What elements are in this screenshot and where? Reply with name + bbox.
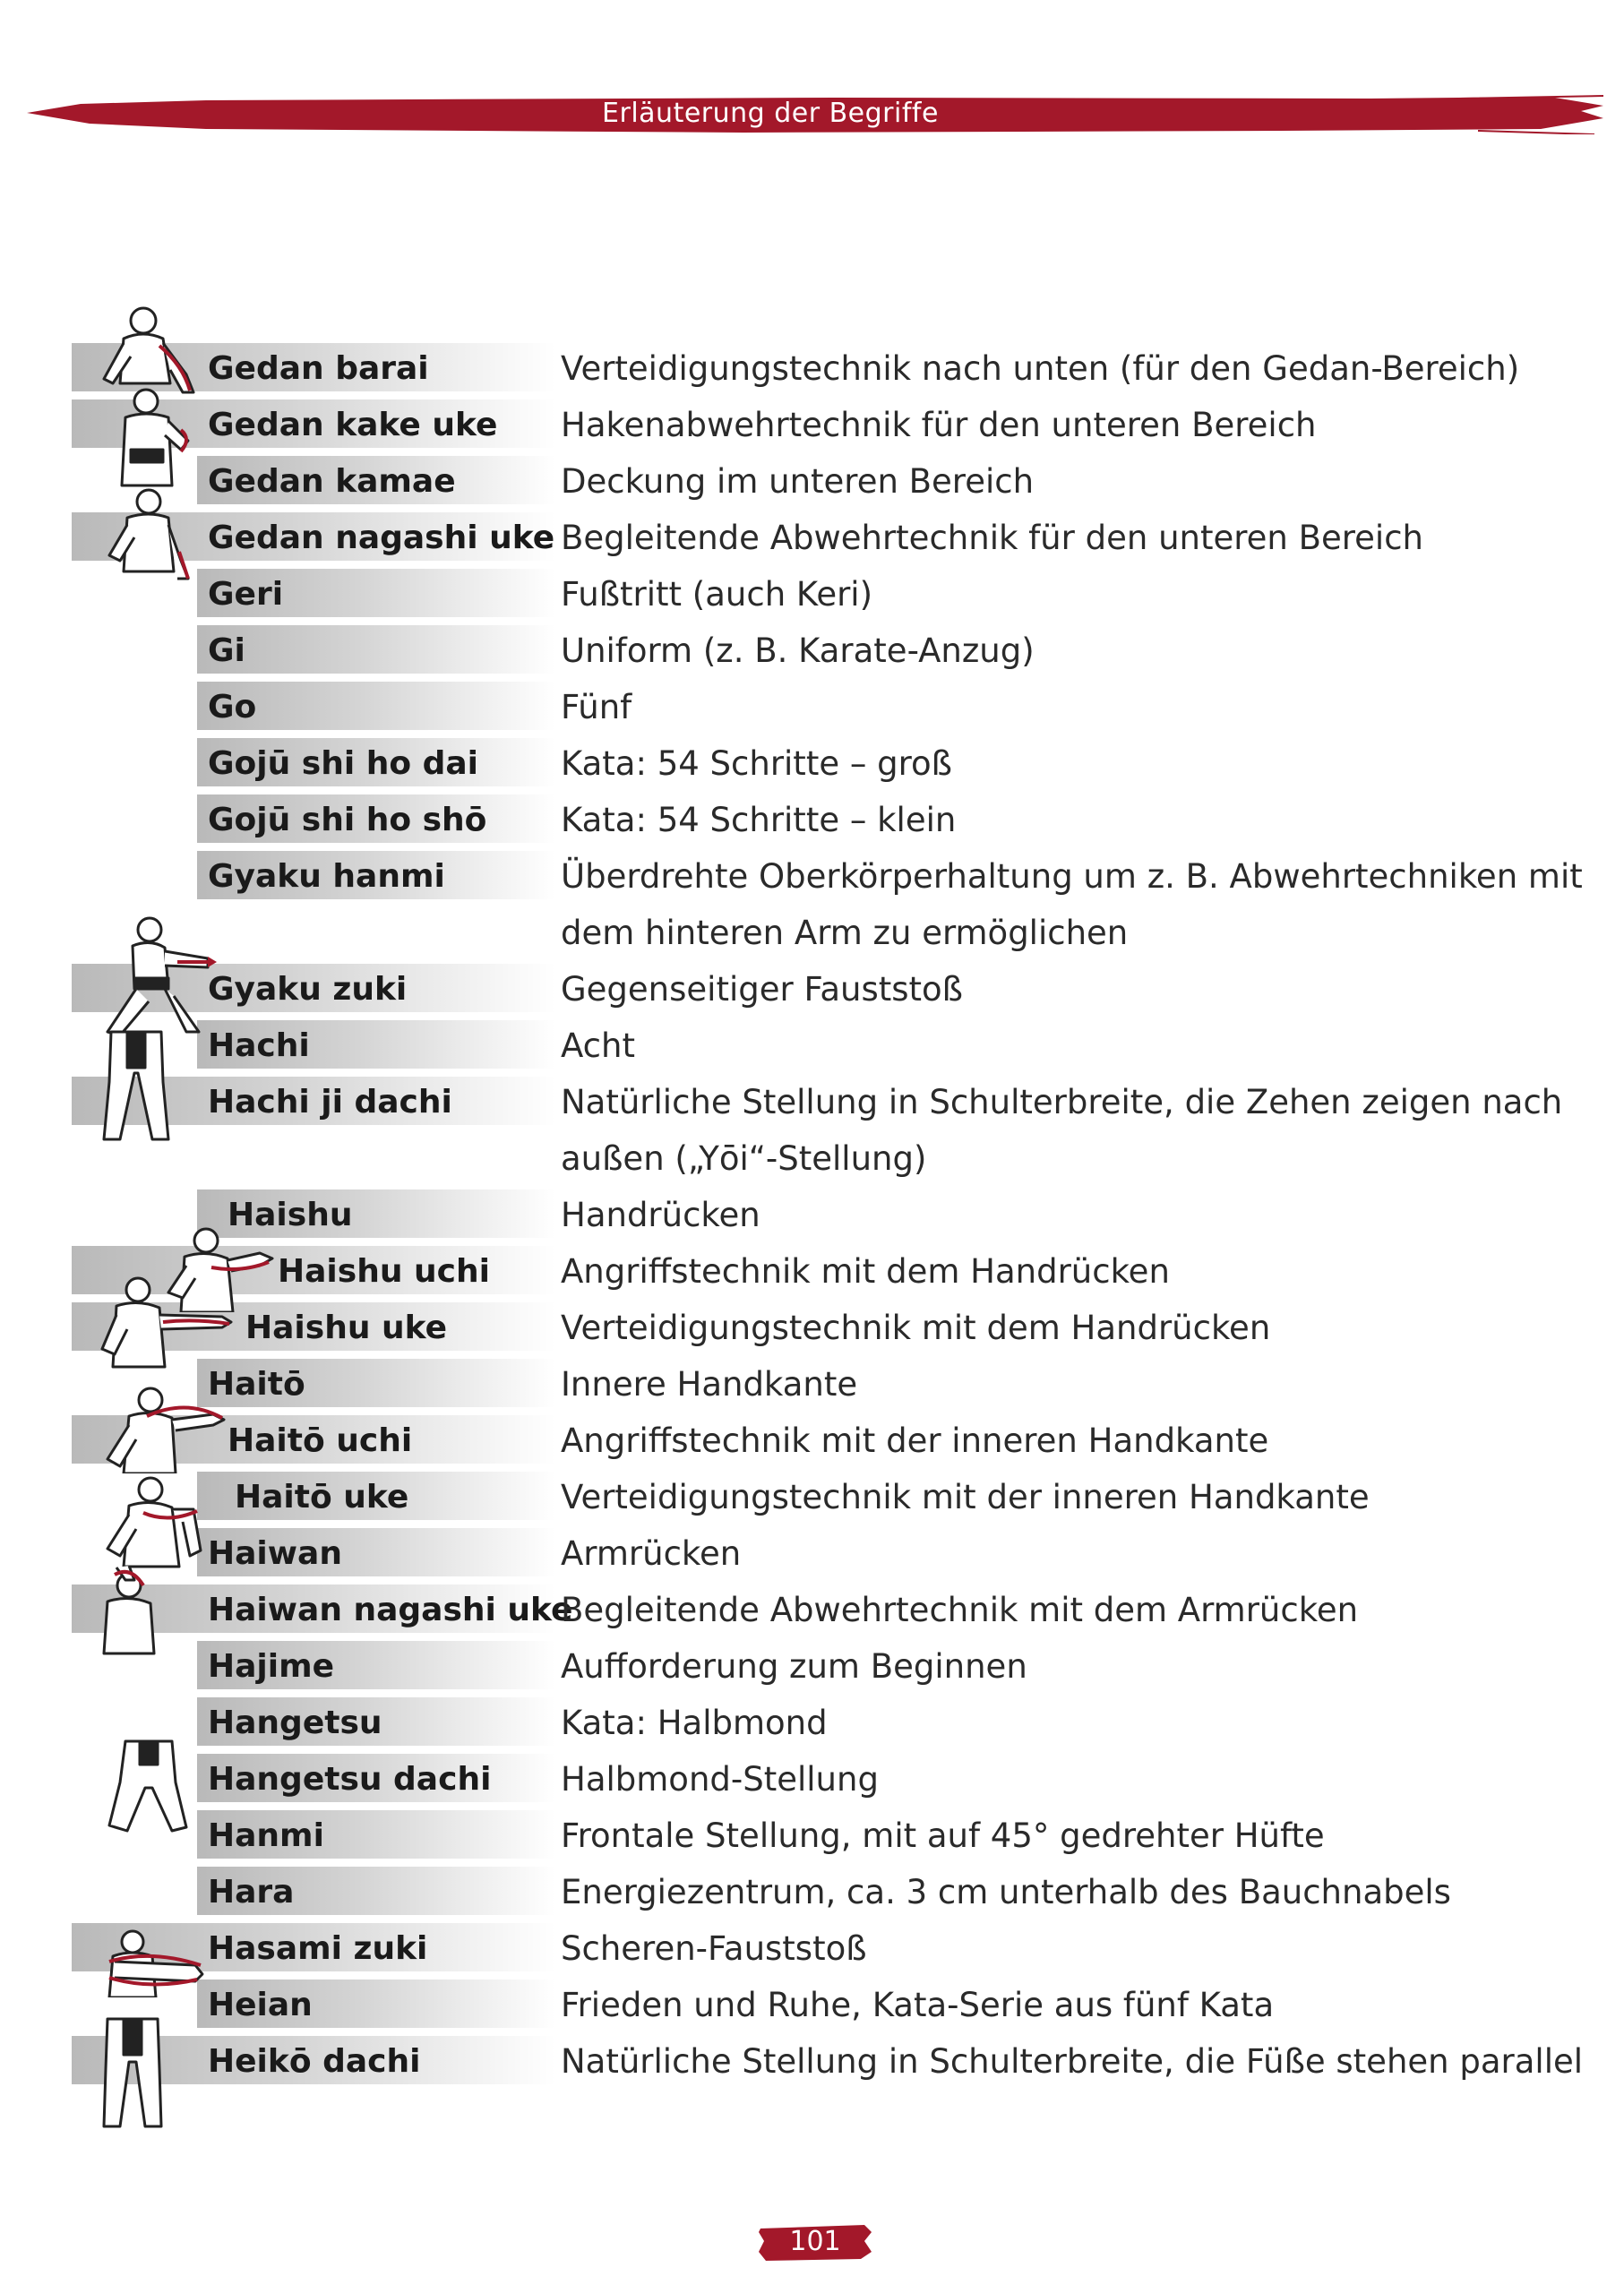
glossary-term: Hara (208, 1874, 295, 1911)
glossary-row-continuation (0, 1130, 1624, 1187)
hasami-zuki-figure-illustration (97, 1926, 213, 1997)
glossary-row (0, 510, 1624, 566)
heiko-dachi-figure-illustration (97, 2015, 168, 2132)
glossary-definition: Armrücken (561, 1534, 742, 1573)
glossary-row (0, 1808, 1624, 1864)
glossary-row (0, 453, 1624, 510)
glossary-term: Haitō uchi (228, 1422, 413, 1459)
glossary-term: Hajime (208, 1648, 335, 1685)
glossary-definition: Kata: 54 Schritte – klein (561, 801, 957, 839)
glossary-row (0, 2033, 1624, 2090)
glossary-term: Gedan kamae (208, 463, 456, 500)
glossary-definition: Verteidigungstechnik mit dem Handrücken (561, 1309, 1271, 1347)
glossary-row (0, 1977, 1624, 2033)
glossary-row (0, 1695, 1624, 1751)
glossary-definition: Frieden und Ruhe, Kata-Serie aus fünf Kata (561, 1986, 1275, 2024)
glossary-row-continuation (0, 905, 1624, 961)
glossary-term: Haiwan nagashi uke (208, 1592, 573, 1628)
glossary-definition-continued: außen („Yōi“-Stellung) (561, 1139, 927, 1178)
glossary-definition: Frontale Stellung, mit auf 45° gedrehter Hüfte (561, 1816, 1325, 1855)
glossary-term: Hasami zuki (208, 1930, 428, 1967)
glossary-definition: Natürliche Stellung in Schulterbreite, die Zehen zeigen nach (561, 1083, 1563, 1121)
glossary-row (0, 679, 1624, 735)
glossary-row (0, 1582, 1624, 1638)
glossary-term: Hachi ji dachi (208, 1084, 452, 1121)
hachi-ji-dachi-figure-illustration (100, 1028, 172, 1145)
glossary-row (0, 1864, 1624, 1920)
glossary-row (0, 1525, 1624, 1582)
glossary-row (0, 735, 1624, 792)
glossary-term: Haishu (228, 1197, 353, 1233)
glossary-term: Haiwan (208, 1535, 342, 1572)
glossary-definition: Fünf (561, 688, 632, 726)
haito-uke-figure-illustration (97, 1473, 213, 1572)
glossary-definition: Verteidigungstechnik nach unten (für den Gedan-Bereich) (561, 349, 1520, 388)
haito-uchi-figure-illustration (97, 1384, 231, 1473)
glossary-term: Gi (208, 632, 245, 669)
glossary-definition: Angriffstechnik mit dem Handrücken (561, 1252, 1170, 1291)
glossary-row (0, 1751, 1624, 1808)
glossary-row (0, 1074, 1624, 1130)
glossary-definition: Verteidigungstechnik mit der inneren Handkante (561, 1478, 1370, 1516)
glossary-definition: Scheren-Fauststoß (561, 1929, 867, 1968)
glossary-row (0, 1413, 1624, 1469)
page-header-title: Erläuterung der Begriffe (602, 98, 939, 129)
glossary-definition: Begleitende Abwehrtechnik für den unteren Bereich (561, 519, 1423, 557)
glossary-definition: Begleitende Abwehrtechnik mit dem Armrücken (561, 1591, 1359, 1629)
glossary-row (0, 566, 1624, 623)
page-number: 101 (789, 2226, 841, 2257)
glossary-row (0, 397, 1624, 453)
glossary-row (0, 1469, 1624, 1525)
gyaku-zuki-figure-illustration (100, 914, 226, 1039)
glossary-definition: Handrücken (561, 1196, 760, 1234)
glossary-term: Gedan nagashi uke (208, 520, 555, 556)
glossary-definition: Fußtritt (auch Keri) (561, 575, 873, 614)
glossary-definition: Kata: Halbmond (561, 1704, 828, 1742)
glossary-row (0, 848, 1624, 905)
glossary-term: Heikō dachi (208, 2043, 421, 2080)
haishu-uke-figure-illustration (97, 1272, 240, 1370)
glossary-definition: Energiezentrum, ca. 3 cm unterhalb des Bauchnabels (561, 1873, 1451, 1911)
glossary-term: Gojū shi ho dai (208, 745, 479, 782)
glossary-term: Hangetsu (208, 1705, 382, 1741)
glossary-definition: Kata: 54 Schritte – groß (561, 744, 952, 783)
glossary-row (0, 1638, 1624, 1695)
glossary-definition: Deckung im unteren Bereich (561, 462, 1035, 501)
glossary-row (0, 961, 1624, 1018)
glossary-definition: Überdrehte Oberkörperhaltung um z. B. Abwehrtechniken mit (561, 857, 1583, 896)
glossary-term: Gyaku hanmi (208, 858, 445, 895)
glossary-term: Go (208, 689, 257, 726)
glossary-definition: Innere Handkante (561, 1365, 858, 1404)
glossary-definition: Aufforderung zum Beginnen (561, 1647, 1027, 1686)
glossary-row (0, 1356, 1624, 1413)
glossary-row (0, 1018, 1624, 1074)
glossary-definition: Acht (561, 1026, 635, 1065)
haiwan-nagashi-uke-figure-illustration (99, 1559, 161, 1657)
glossary-term: Gedan kake uke (208, 407, 498, 443)
glossary-term: Gojū shi ho shō (208, 802, 487, 838)
glossary-term: Haitō (208, 1366, 305, 1403)
glossary-term: Haishu uke (245, 1310, 447, 1346)
gedan-kake-uke-figure-illustration (106, 385, 195, 493)
glossary-definition: Halbmond-Stellung (561, 1760, 879, 1799)
glossary-definition: Uniform (z. B. Karate-Anzug) (561, 631, 1035, 670)
glossary-definition: Hakenabwehrtechnik für den unteren Bereich (561, 406, 1317, 444)
glossary-term: Geri (208, 576, 284, 613)
glossary-row (0, 340, 1624, 397)
glossary-term: Hangetsu dachi (208, 1761, 492, 1798)
glossary-term: Haishu uchi (278, 1253, 490, 1290)
page-number-badge (757, 2220, 873, 2264)
glossary-term: Heian (208, 1987, 313, 2023)
glossary-term: Hachi (208, 1027, 310, 1064)
glossary-term: Gedan barai (208, 350, 429, 387)
glossary-definition: Natürliche Stellung in Schulterbreite, die Füße stehen parallel (561, 2042, 1584, 2081)
glossary-row (0, 1920, 1624, 1977)
glossary-term: Haitō uke (235, 1479, 409, 1516)
glossary-term: Gyaku zuki (208, 971, 408, 1008)
glossary-row (0, 623, 1624, 679)
header-band (27, 93, 1603, 134)
glossary-definition: Gegenseitiger Fauststoß (561, 970, 963, 1009)
glossary-term: Hanmi (208, 1817, 324, 1854)
glossary-row (0, 792, 1624, 848)
glossary-definition-continued: dem hinteren Arm zu ermöglichen (561, 914, 1129, 952)
glossary-definition: Angriffstechnik mit der inneren Handkante (561, 1421, 1269, 1460)
gedan-nagashi-uke-figure-illustration (99, 485, 206, 584)
hangetsu-dachi-figure-illustration (100, 1738, 190, 1836)
